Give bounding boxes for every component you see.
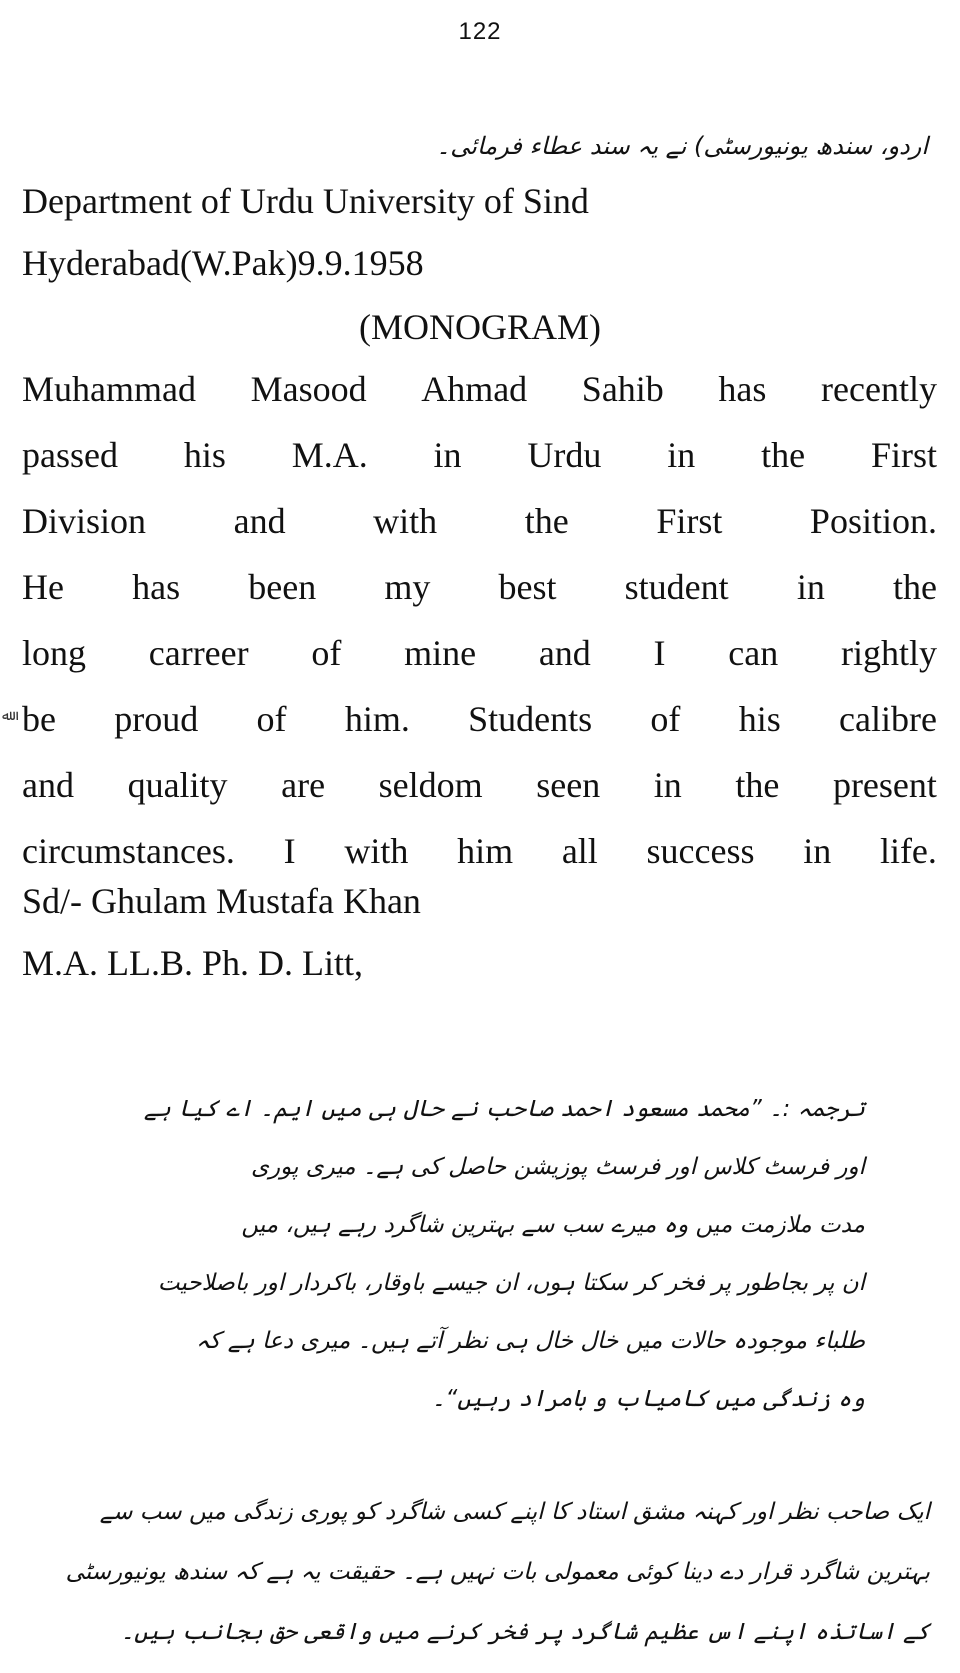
urdu-translation-line: ترجمہ :۔ ”محمد مسعود احمد صاحب نے حال ہی میں ایم۔ اے کیا ہے [143,1096,865,1122]
body-line [22,818,937,884]
urdu-closing-paragraph [30,1482,930,1662]
body-word: the [735,765,780,805]
body-word: be [22,699,56,739]
body-word: of [256,699,287,739]
body-word: and [538,633,591,673]
body-word: and [233,501,286,541]
body-word: Division [22,501,147,541]
body-word: life. [879,831,937,871]
body-word: of [311,633,342,673]
body-word: has [718,369,767,409]
urdu-translation-line: ان پر بجاطور پر فخر کر سکتا ہوں، ان جیسے باوقار، باکردار اور باصلاحیت [157,1270,865,1296]
body-word: M.A. [291,435,368,475]
urdu-closing-line: کے اساتذہ اپنے اس عظیم شاگرد پر فخر کرنے میں واقعی حق بجانب ہیں۔ [120,1619,930,1645]
body-word: been [248,567,317,607]
body-word: has [132,567,181,607]
body-word: the [761,435,806,475]
body-word: in [667,435,696,475]
urdu-closing-line: بہترین شاگرد قرار دے دینا کوئی معمولی بات نہیں ہے۔ حقیقت یہ ہے کہ سندھ یونیورسٹی [65,1559,930,1585]
body-word: can [728,633,779,673]
body-word: passed [22,435,118,475]
body-word: First [656,501,723,541]
body-word: with [373,501,438,541]
urdu-intro-line: اردو، سندھ یونیورسٹی) نے یہ سند عطاء فرمائی۔ [436,132,928,160]
body-word: him [457,831,514,871]
urdu-translation-line: مدت ملازمت میں وہ میرے سب سے بہترین شاگرد رہے ہیں، میں [241,1212,865,1238]
body-word: long [22,633,87,673]
body-line [22,686,937,752]
urdu-closing-line: ایک صاحب نظر اور کہنہ مشق استاد کا اپنے کسی شاگرد کو پوری زندگی میں سب سے [99,1499,930,1525]
body-word: circumstances. [22,831,235,871]
urdu-translation-line: طلباء موجودہ حالات میں خال خال ہی نظر آتے ہیں۔ میری دعا ہے کہ [196,1328,865,1354]
body-line [22,422,937,488]
body-word: proud [114,699,199,739]
body-word: I [283,831,296,871]
body-word: in [796,567,825,607]
signature-line: Sd/- Ghulam Mustafa Khan [22,881,421,921]
page-number: 122 [458,18,502,45]
body-word: Masood [250,369,367,409]
body-word: quality [127,765,228,805]
body-word: recently [821,369,937,409]
body-word: seldom [378,765,483,805]
margin-mark: ﷲ [2,709,11,724]
body-word: present [832,765,937,805]
body-word: my [384,567,431,607]
body-word: seen [536,765,601,805]
body-word: with [344,831,409,871]
body-word: and [22,765,74,805]
body-word: success [646,831,755,871]
body-line [22,356,937,422]
body-word: calibre [839,699,937,739]
body-word: are [281,765,326,805]
body-word: I [653,633,666,673]
body-word: him. [344,699,410,739]
body-word: the [892,567,937,607]
body-word: Urdu [527,435,602,475]
body-line [22,752,937,818]
body-word: student [624,567,729,607]
degrees-line: M.A. LL.B. Ph. D. Litt, [22,943,364,983]
body-word: all [561,831,598,871]
certificate-body [22,356,937,884]
body-word: in [803,831,832,871]
body-word: his [183,435,226,475]
body-line [22,488,937,554]
body-word: Ahmad [421,369,528,409]
body-word: mine [404,633,477,673]
body-word: his [738,699,781,739]
body-word: rightly [840,633,937,673]
body-word: carreer [148,633,249,673]
body-word: He [22,567,64,607]
body-line [22,620,937,686]
body-word: in [653,765,682,805]
body-word: Students [468,699,593,739]
body-word: of [650,699,681,739]
urdu-translation [145,1080,865,1428]
body-word: in [433,435,462,475]
body-word: Muhammad [22,369,196,409]
body-word: the [524,501,569,541]
department-line: Department of Urdu University of Sind [22,181,589,221]
body-line [22,554,937,620]
urdu-translation-line: اور فرسٹ کلاس اور فرسٹ پوزیشن حاصل کی ہے۔ میری پوری [250,1154,865,1180]
body-word: First [870,435,937,475]
monogram-label: (MONOGRAM) [359,307,601,347]
urdu-translation-line: وہ زندگی میں کامیاب و بامراد رہیں“۔ [431,1386,865,1412]
body-word: Sahib [581,369,664,409]
body-word: Position. [809,501,937,541]
body-word: best [498,567,557,607]
location-date-line: Hyderabad(W.Pak)9.9.1958 [22,243,424,283]
